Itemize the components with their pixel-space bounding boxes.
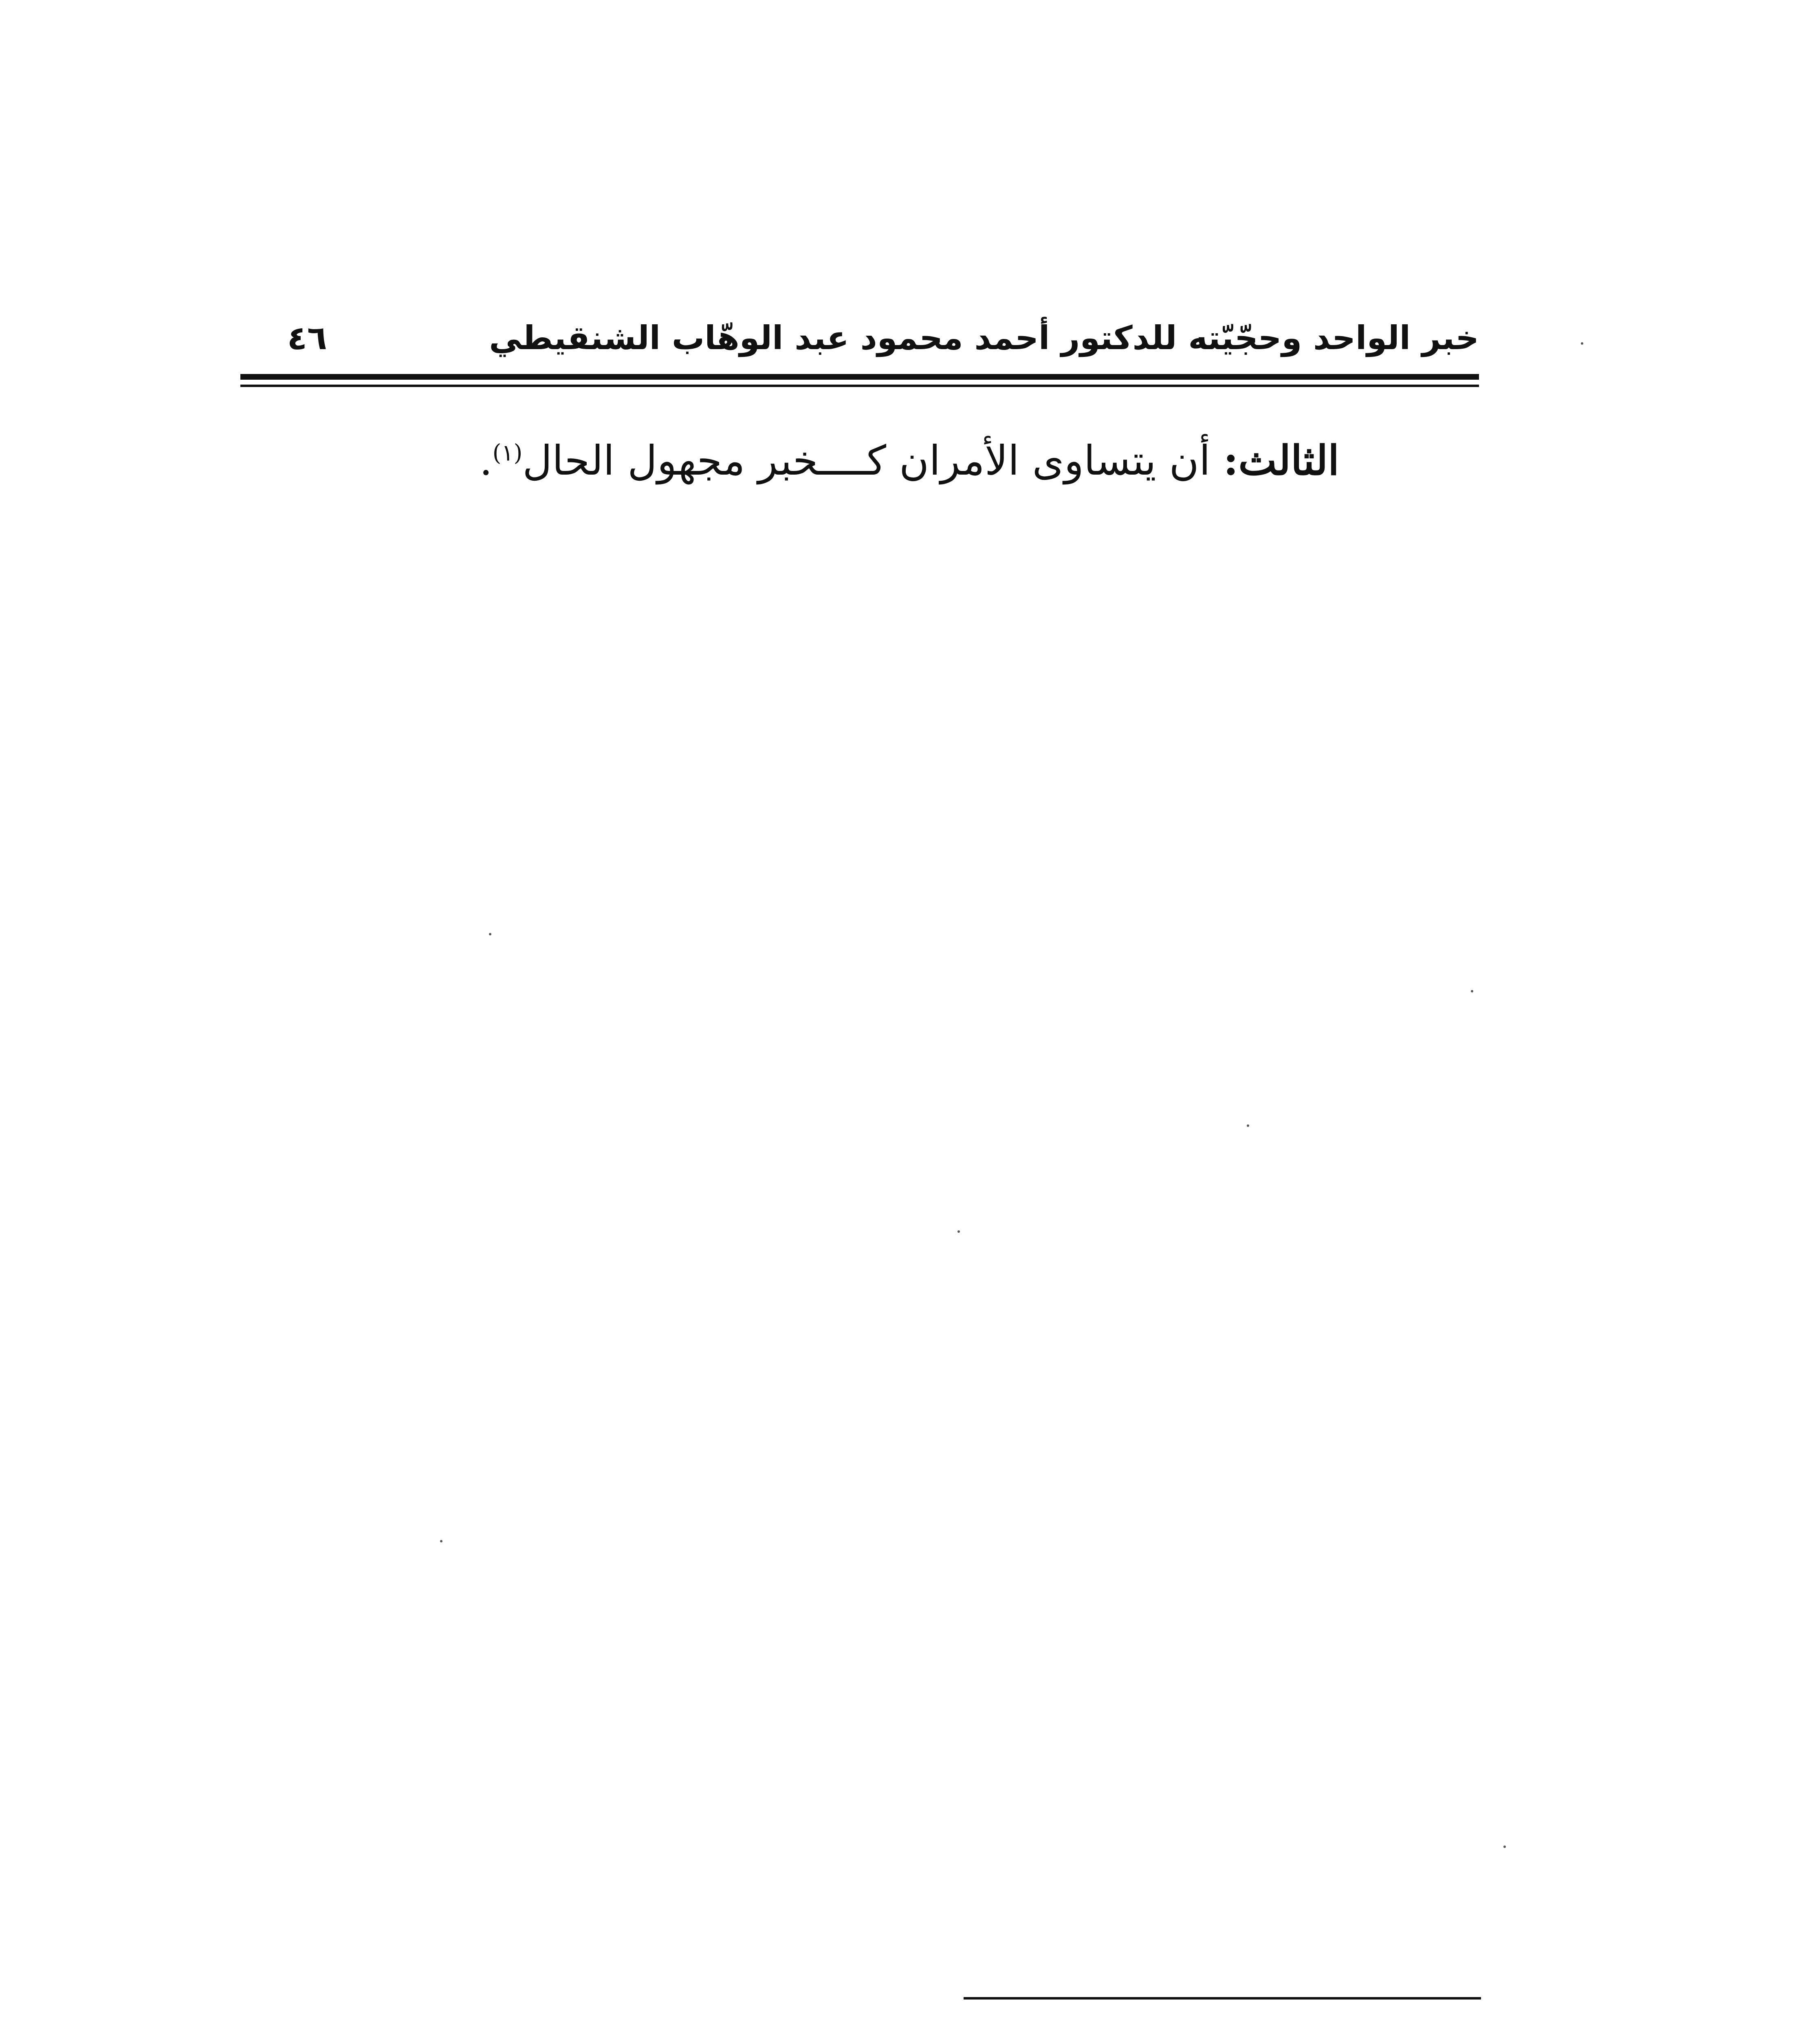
- footnotes: [264, 2031, 1482, 2037]
- footnote-separator: [964, 1997, 1481, 2000]
- scan-speck: [1247, 1124, 1249, 1127]
- scan-speck: [957, 1230, 960, 1233]
- header-rule-secondary: [240, 385, 1479, 387]
- body-label: الثالث:: [1223, 436, 1339, 484]
- scan-speck: [489, 933, 491, 935]
- body-text: أن يتساوى الأمران كــــخبر مجهول الحال: [522, 437, 1224, 484]
- scan-speck: [1471, 990, 1473, 992]
- scan-speck: [440, 1540, 442, 1542]
- scan-speck: [1581, 342, 1583, 345]
- body-paragraph: [480, 428, 1339, 493]
- header-rule: [240, 374, 1479, 380]
- body-end-punctuation: .: [479, 437, 493, 484]
- footnote-reference[interactable]: (١): [492, 440, 523, 466]
- scan-speck: [1503, 1846, 1506, 1848]
- page-number: ٤٦: [287, 319, 327, 357]
- running-header: [240, 314, 1479, 363]
- footnote-line-1: [264, 2031, 1482, 2037]
- header-title: خبر الواحد وحجّيّته للدكتور أحمد محمود عبد الوهّاب الشنقيطي: [489, 319, 1479, 357]
